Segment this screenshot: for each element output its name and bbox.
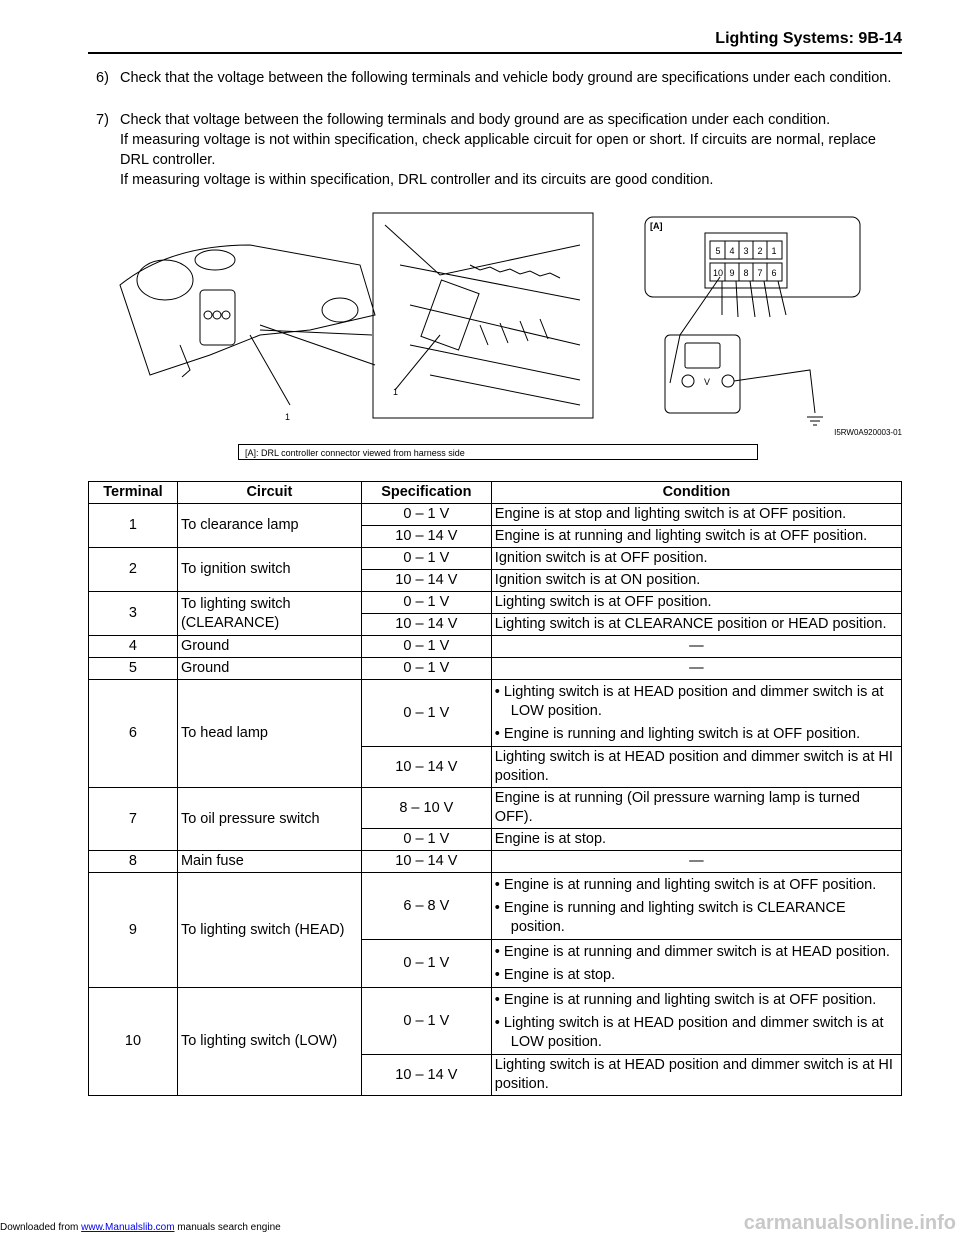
- spec-cell: 0 – 1 V: [361, 680, 491, 747]
- footer-suffix: manuals search engine: [174, 1222, 281, 1233]
- condition-cell: Engine is at running (Oil pressure warning lamp is turned OFF).: [491, 788, 901, 829]
- condition-cell: —: [491, 851, 901, 873]
- table-row: [89, 504, 902, 526]
- table-row: [89, 851, 902, 873]
- table-row: [89, 680, 902, 747]
- connector-label-a: [A]: [650, 221, 663, 231]
- table-row: [89, 658, 902, 680]
- header-condition: Condition: [491, 482, 901, 504]
- figure-code: I5RW0A920003-01: [834, 428, 902, 437]
- condition-cell: [491, 680, 901, 747]
- spec-cell: 0 – 1 V: [361, 988, 491, 1055]
- condition-bullet: • Engine is running and lighting switch is at OFF position.: [494, 726, 861, 742]
- condition-bullet: • Lighting switch is at HEAD position and dimmer switch is at LOW position.: [494, 684, 884, 719]
- spec-cell: 10 – 14 V: [361, 1055, 491, 1096]
- spec-cell: 0 – 1 V: [361, 504, 491, 526]
- terminal-cell: 6: [89, 680, 178, 788]
- circuit-cell: To lighting switch (HEAD): [177, 873, 361, 988]
- header-terminal: Terminal: [89, 482, 178, 504]
- condition-cell: [491, 873, 901, 940]
- spec-cell: 0 – 1 V: [361, 829, 491, 851]
- condition-cell: Lighting switch is at CLEARANCE position or HEAD position.: [491, 614, 901, 636]
- condition-cell: Ignition switch is at OFF position.: [491, 548, 901, 570]
- circuit-cell: To head lamp: [177, 680, 361, 788]
- pin-10: 10: [712, 268, 724, 278]
- step-text-line3: If measuring voltage is within specification, DRL controller and its circuits are good condition.: [120, 172, 714, 188]
- step-number: 6): [96, 70, 109, 86]
- terminal-cell: 10: [89, 988, 178, 1096]
- step-text: Check that the voltage between the following terminals and vehicle body ground are specifications under each condition.: [120, 70, 892, 86]
- circuit-cell: To clearance lamp: [177, 504, 361, 548]
- condition-bullet: • Engine is at running and lighting switch is at OFF position.: [494, 992, 877, 1008]
- spec-cell: 10 – 14 V: [361, 747, 491, 788]
- callout-1-left: 1: [285, 412, 291, 422]
- condition-bullet: • Engine is running and lighting switch is CLEARANCE position.: [494, 900, 846, 935]
- spec-cell: 0 – 1 V: [361, 636, 491, 658]
- spec-cell: 8 – 10 V: [361, 788, 491, 829]
- pin-2: 2: [757, 246, 763, 256]
- spec-table: [88, 481, 902, 1096]
- pin-4: 4: [729, 246, 735, 256]
- condition-cell: Engine is at stop.: [491, 829, 901, 851]
- table-row: [89, 592, 902, 614]
- step-number: 7): [96, 112, 109, 128]
- condition-cell: Lighting switch is at HEAD position and dimmer switch is at HI position.: [491, 747, 901, 788]
- terminal-cell: 4: [89, 636, 178, 658]
- terminal-cell: 5: [89, 658, 178, 680]
- connector-view: [645, 217, 860, 425]
- pin-8: 8: [743, 268, 749, 278]
- circuit-cell: To ignition switch: [177, 548, 361, 592]
- dashboard-drawing: [120, 245, 375, 405]
- condition-cell: —: [491, 636, 901, 658]
- condition-bullet: • Engine is at running and dimmer switch is at HEAD position.: [494, 944, 890, 960]
- header-specification: Specification: [361, 482, 491, 504]
- table-row: [89, 988, 902, 1055]
- spec-cell: 10 – 14 V: [361, 614, 491, 636]
- table-header-row: [89, 482, 902, 504]
- spec-cell: 6 – 8 V: [361, 873, 491, 940]
- closeup-drawing: [373, 213, 593, 418]
- circuit-cell: To lighting switch (LOW): [177, 988, 361, 1096]
- step-text-line2: If measuring voltage is not within specification, check applicable circuit for open or short. If circuits are normal, replace DRL controller.: [120, 132, 876, 168]
- condition-cell: Ignition switch is at ON position.: [491, 570, 901, 592]
- table-row: [89, 788, 902, 829]
- spec-cell: 0 – 1 V: [361, 658, 491, 680]
- pin-5: 5: [715, 246, 721, 256]
- terminal-cell: 2: [89, 548, 178, 592]
- spec-cell: 10 – 14 V: [361, 526, 491, 548]
- figure-illustration: [110, 205, 905, 450]
- pin-3: 3: [743, 246, 749, 256]
- spec-cell: 0 – 1 V: [361, 940, 491, 988]
- pin-6: 6: [771, 268, 777, 278]
- step-text: Check that voltage between the following terminals and body ground are as specification under each condition.: [120, 112, 831, 128]
- condition-cell: Lighting switch is at OFF position.: [491, 592, 901, 614]
- footer-prefix: Downloaded from: [0, 1222, 82, 1233]
- terminal-cell: 9: [89, 873, 178, 988]
- footer: [0, 1222, 281, 1233]
- terminal-cell: 3: [89, 592, 178, 636]
- table-row: [89, 636, 902, 658]
- footer-link[interactable]: www.Manualslib.com: [81, 1222, 175, 1233]
- figure-caption: [A]: DRL controller connector viewed from harness side: [238, 444, 758, 460]
- circuit-cell: Ground: [177, 658, 361, 680]
- condition-cell: Engine is at running and lighting switch is at OFF position.: [491, 526, 901, 548]
- condition-cell: Lighting switch is at HEAD position and dimmer switch is at HI position.: [491, 1055, 901, 1096]
- circuit-cell: To oil pressure switch: [177, 788, 361, 851]
- terminal-cell: 7: [89, 788, 178, 851]
- circuit-cell: To lighting switch (CLEARANCE): [177, 592, 361, 636]
- pin-7: 7: [757, 268, 763, 278]
- terminal-cell: 1: [89, 504, 178, 548]
- spec-cell: 10 – 14 V: [361, 570, 491, 592]
- condition-bullet: • Lighting switch is at HEAD position and dimmer switch is at LOW position.: [494, 1015, 884, 1050]
- step-7: [96, 110, 896, 190]
- terminal-cell: 8: [89, 851, 178, 873]
- circuit-cell: Main fuse: [177, 851, 361, 873]
- step-6: [96, 68, 896, 88]
- page-title: Lighting Systems: 9B-14: [715, 30, 902, 47]
- pin-1: 1: [771, 246, 777, 256]
- callout-1-right: 1: [393, 387, 399, 397]
- condition-cell: —: [491, 658, 901, 680]
- pin-9: 9: [729, 268, 735, 278]
- condition-cell: [491, 940, 901, 988]
- table-row: [89, 873, 902, 940]
- condition-bullet: • Engine is at stop.: [494, 967, 616, 983]
- circuit-cell: Ground: [177, 636, 361, 658]
- spec-cell: 10 – 14 V: [361, 851, 491, 873]
- header-circuit: Circuit: [177, 482, 361, 504]
- table-row: [89, 548, 902, 570]
- condition-cell: Engine is at stop and lighting switch is at OFF position.: [491, 504, 901, 526]
- spec-cell: 0 – 1 V: [361, 592, 491, 614]
- condition-cell: [491, 988, 901, 1055]
- condition-bullet: • Engine is at running and lighting switch is at OFF position.: [494, 877, 877, 893]
- spec-cell: 0 – 1 V: [361, 548, 491, 570]
- header-rule: [88, 52, 902, 54]
- watermark: carmanualsonline.info: [743, 1212, 956, 1234]
- meter-label: V: [704, 377, 711, 387]
